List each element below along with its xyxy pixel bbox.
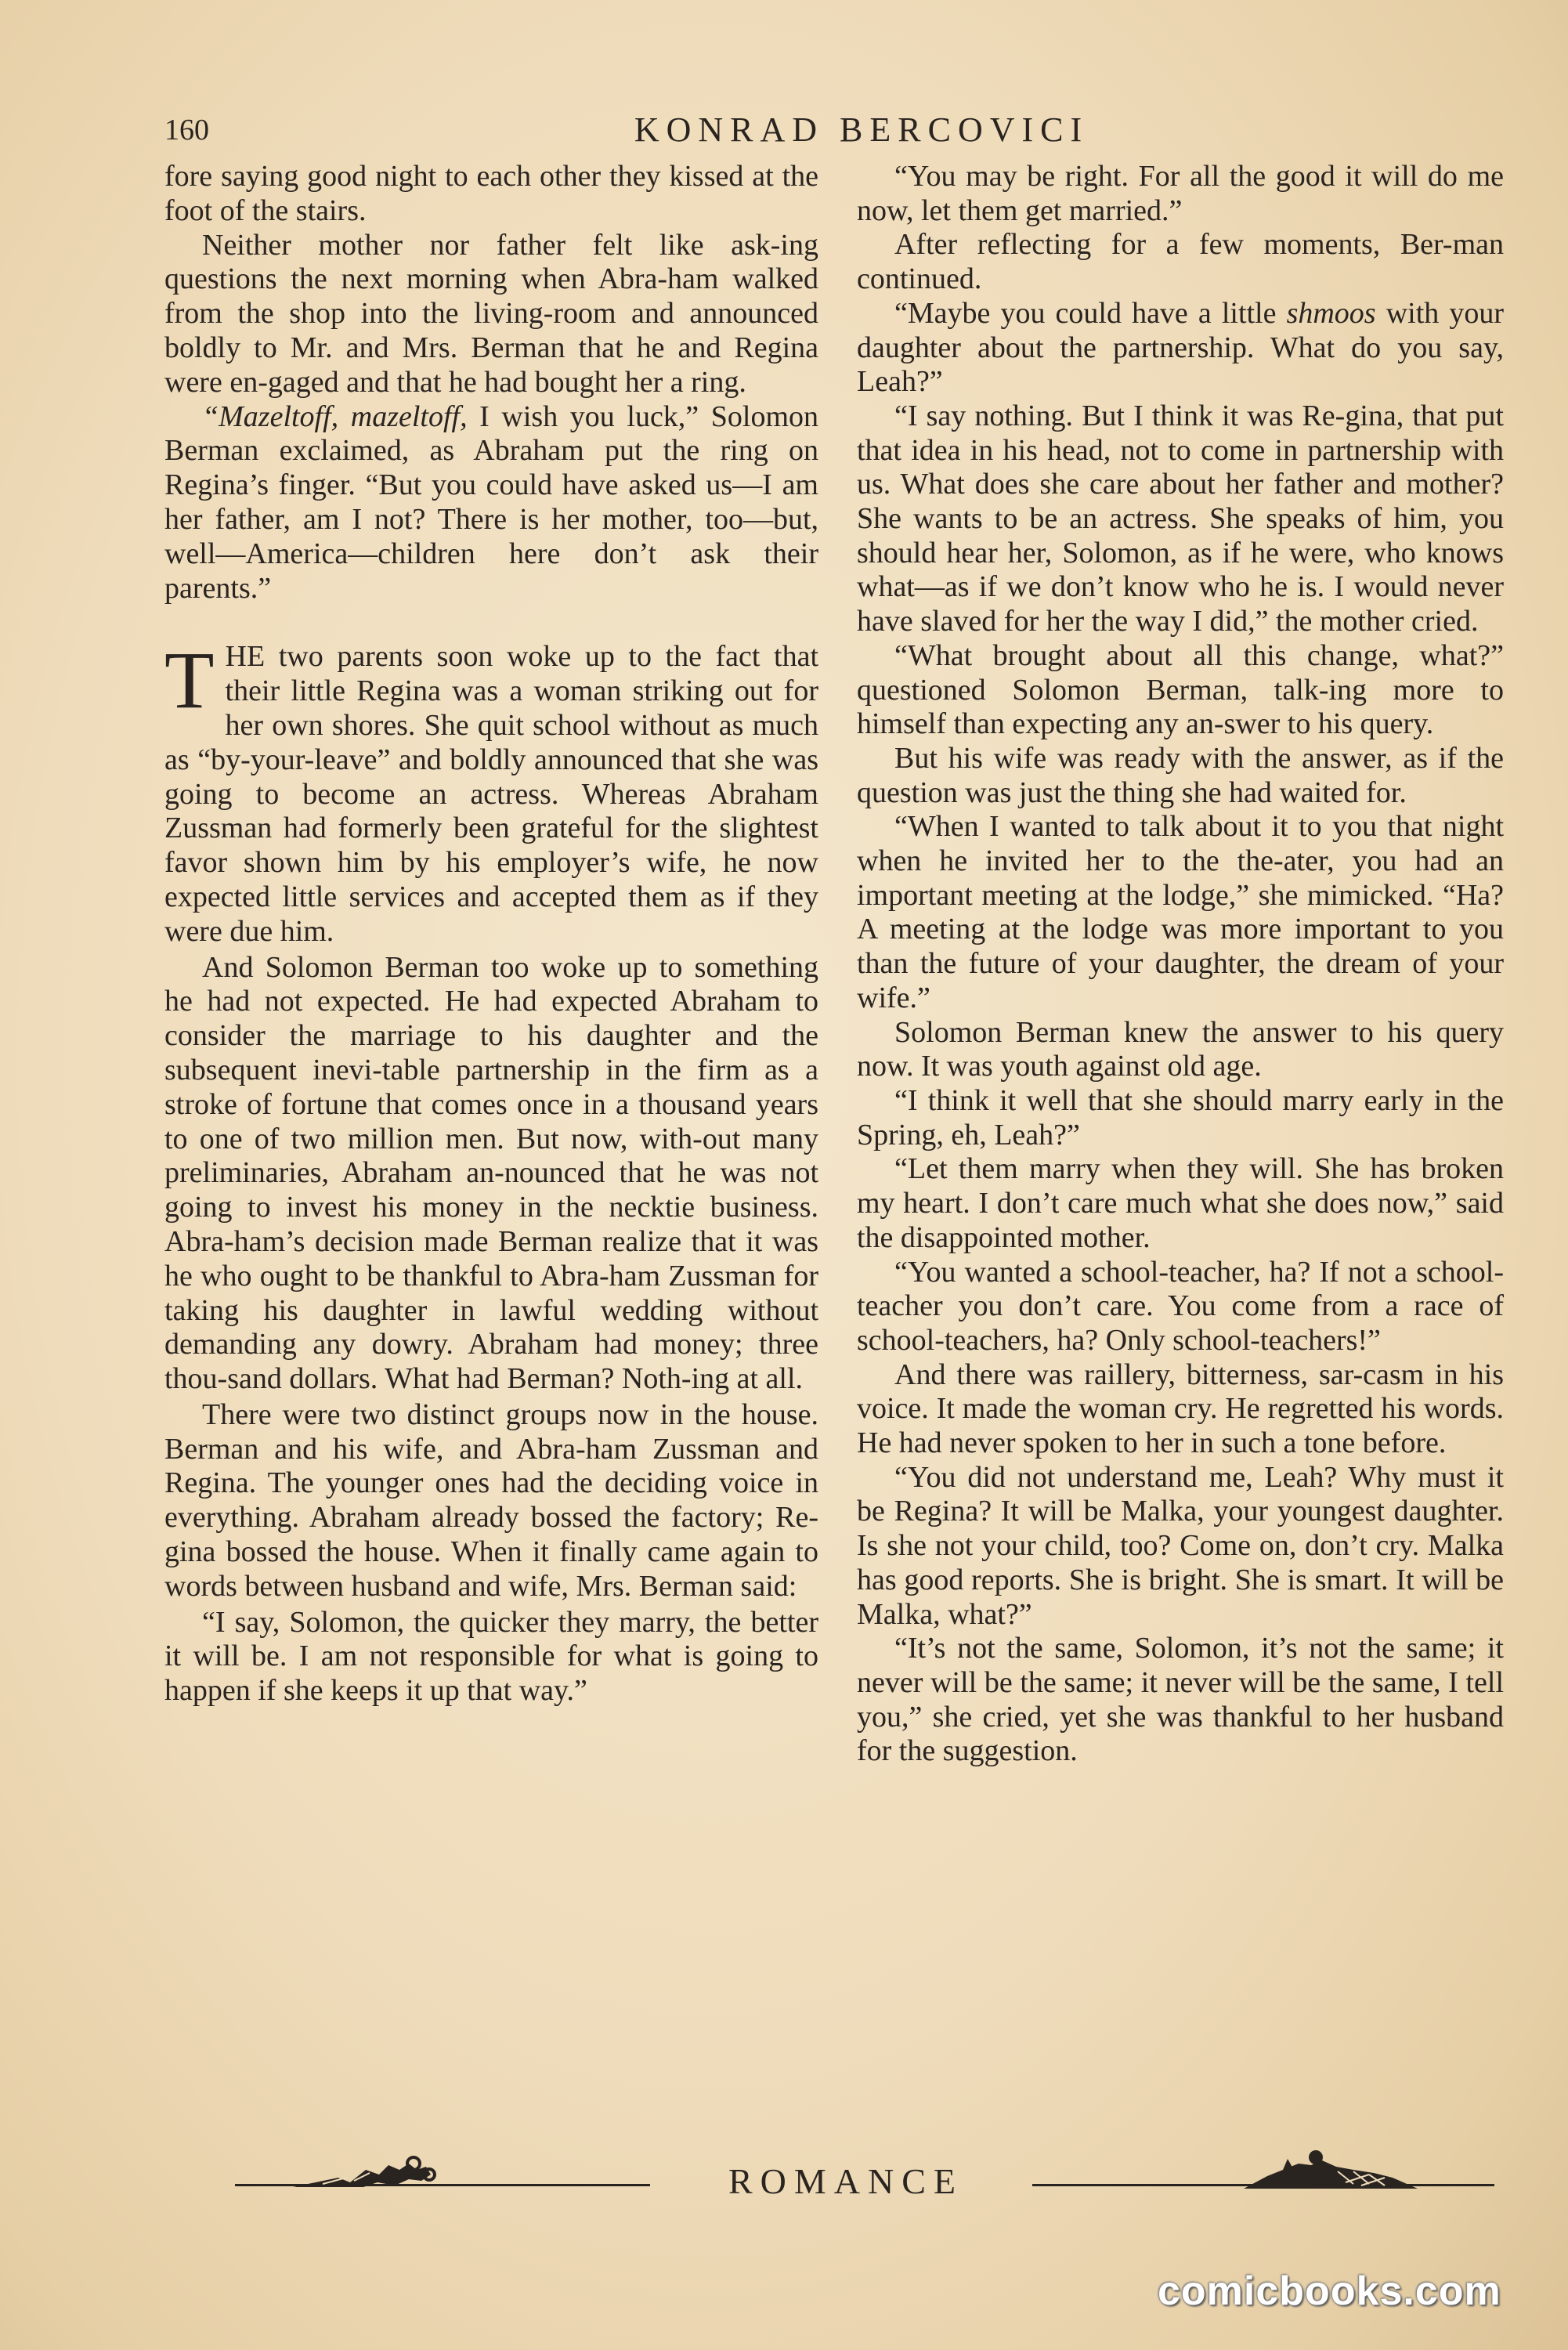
paragraph: Neither mother nor father felt like ask-ing questions the next morning when Abra-ham walked from the shop into the living-room and announced boldly to Mr. and Mrs. Berman that he and Regina were en-gaged and that he had bought her a ring. [164, 228, 818, 399]
paragraph: “Let them marry when they will. She has broken my heart. I don’t care much what she does now,” said the disappointed mother. [857, 1152, 1504, 1254]
paragraph-text: “Maybe you could have a little [894, 296, 1287, 330]
paragraph-text: with your daughter about the partnership. What do you say, Leah?” [857, 296, 1504, 399]
yiddish-phrase: “Mazeltoff, mazeltoff, [202, 400, 468, 433]
paragraph: But his wife was ready with the answer, as if the question was just the thing she had waited for. [857, 741, 1504, 809]
paragraph: And there was raillery, bitterness, sar-casm in his voice. It made the woman cry. He regretted his words. He had never spoken to her in such a tone before. [857, 1358, 1504, 1460]
page-footer [0, 2146, 1568, 2217]
right-column [857, 160, 1504, 1769]
paragraph: “You did not understand me, Leah? Why must it be Regina? It will be Malka, your youngest daughter. Is she not your child, too? Come on, don’t cry. Malka has good reports. She is bright. She is smart. It will be Malka, what?” [857, 1460, 1504, 1631]
paragraph: “I say nothing. But I think it was Re-gina, that put that idea in his head, not to come in partnership with us. What does she care about her father and mother? She wants to be an actress. She speaks of him, you should hear her, Solomon, as if he were, who knows what—as if we don’t know who he is. I would never have slaved for her the way I did,” the mother cried. [857, 399, 1504, 638]
paragraph: “You wanted a school-teacher, ha? If not a school-teacher you don’t care. You come from a race of school-teachers, ha? Only school-teachers!” [857, 1255, 1504, 1357]
paragraph [164, 400, 818, 606]
paragraph: “What brought about all this change, what?” questioned Solomon Berman, talk-ing more to himself than expecting any an-swer to his query. [857, 638, 1504, 741]
running-title: KONRAD BERCOVICI [634, 110, 1089, 149]
paragraph-text: HE two parents soon woke up to the fact that their little Regina was a woman striking out for her own shores. She quit school without as much as “by-your-leave” and boldly announced that she was going to become an actress. Whereas Abraham Zussman had formerly been grateful for the slightest favor shown him by his employer’s wife, he now expected little services and accepted them as if they were due him. [164, 640, 818, 948]
paragraph: “You may be right. For all the good it will do me now, let them get married.” [857, 160, 1504, 227]
drop-cap: T [164, 635, 215, 726]
paragraph: “I say, Solomon, the quicker they marry, the better it will be. I am not responsible for what is going to happen if she keeps it up that way.” [164, 1605, 818, 1708]
paragraph: “When I wanted to talk about it to you that night when he invited her to the the-ater, you had an important meeting at the lodge,” she mimicked. “Ha? A meeting at the lodge was more important to you than the future of your daughter, the dream of your wife.” [857, 810, 1504, 1014]
page-header [164, 110, 1512, 149]
reclining-figure-right-icon [1236, 2146, 1424, 2193]
site-watermark: comicbooks.com [1158, 2269, 1501, 2314]
yiddish-word: shmoos [1286, 296, 1376, 330]
magazine-title: ROMANCE [728, 2161, 964, 2201]
reclining-figure-left-icon [291, 2146, 448, 2193]
paragraph: “It’s not the same, Solomon, it’s not the same; it never will be the same; it never will be the same, I tell you,” she cried, yet she was thankful to her husband for the suggestion. [857, 1632, 1504, 1768]
paragraph: Solomon Berman knew the answer to his query now. It was youth against old age. [857, 1015, 1504, 1083]
paragraph: There were two distinct groups now in the house. Berman and his wife, and Abra-ham Zussman and Regina. The younger ones had the deciding voice in everything. Abraham already bossed the factory; Re-gina bossed the house. When it finally came again to words between husband and wife, Mrs. Berman said: [164, 1397, 818, 1603]
left-column [164, 160, 818, 1708]
section-opening-paragraph [164, 635, 818, 949]
paragraph [857, 297, 1504, 400]
paragraph: And Solomon Berman too woke up to something he had not expected. He had expected Abraham to consider the marriage to his daughter and the subsequent inevi-table partnership in the firm as a stroke of fortune that comes once in a thousand years to one of two million men. But now, with-out many preliminaries, Abraham an-nounced that he was not going to invest his money in the necktie business. Abra-ham’s decision made Berman realize that it was he who ought to be thankful to Abra-ham Zussman for taking his daughter in lawful wedding without demanding any dowry. Abraham had money; three thou-sand dollars. What had Berman? Noth-ing at all. [164, 950, 818, 1396]
page-number: 160 [164, 114, 209, 146]
paragraph-text: I wish you luck,” Solomon Berman exclaimed, as Abraham put the ring on Regina’s finger. “But you could have asked us—I am her father, am I not? There is her mother, too—but, well—America—children here don’t ask their parents.” [164, 400, 819, 605]
paragraph: “I think it well that she should marry early in the Spring, eh, Leah?” [857, 1083, 1504, 1152]
paragraph: fore saying good night to each other they kissed at the foot of the stairs. [164, 160, 818, 227]
paragraph: After reflecting for a few moments, Ber-man continued. [857, 228, 1504, 296]
